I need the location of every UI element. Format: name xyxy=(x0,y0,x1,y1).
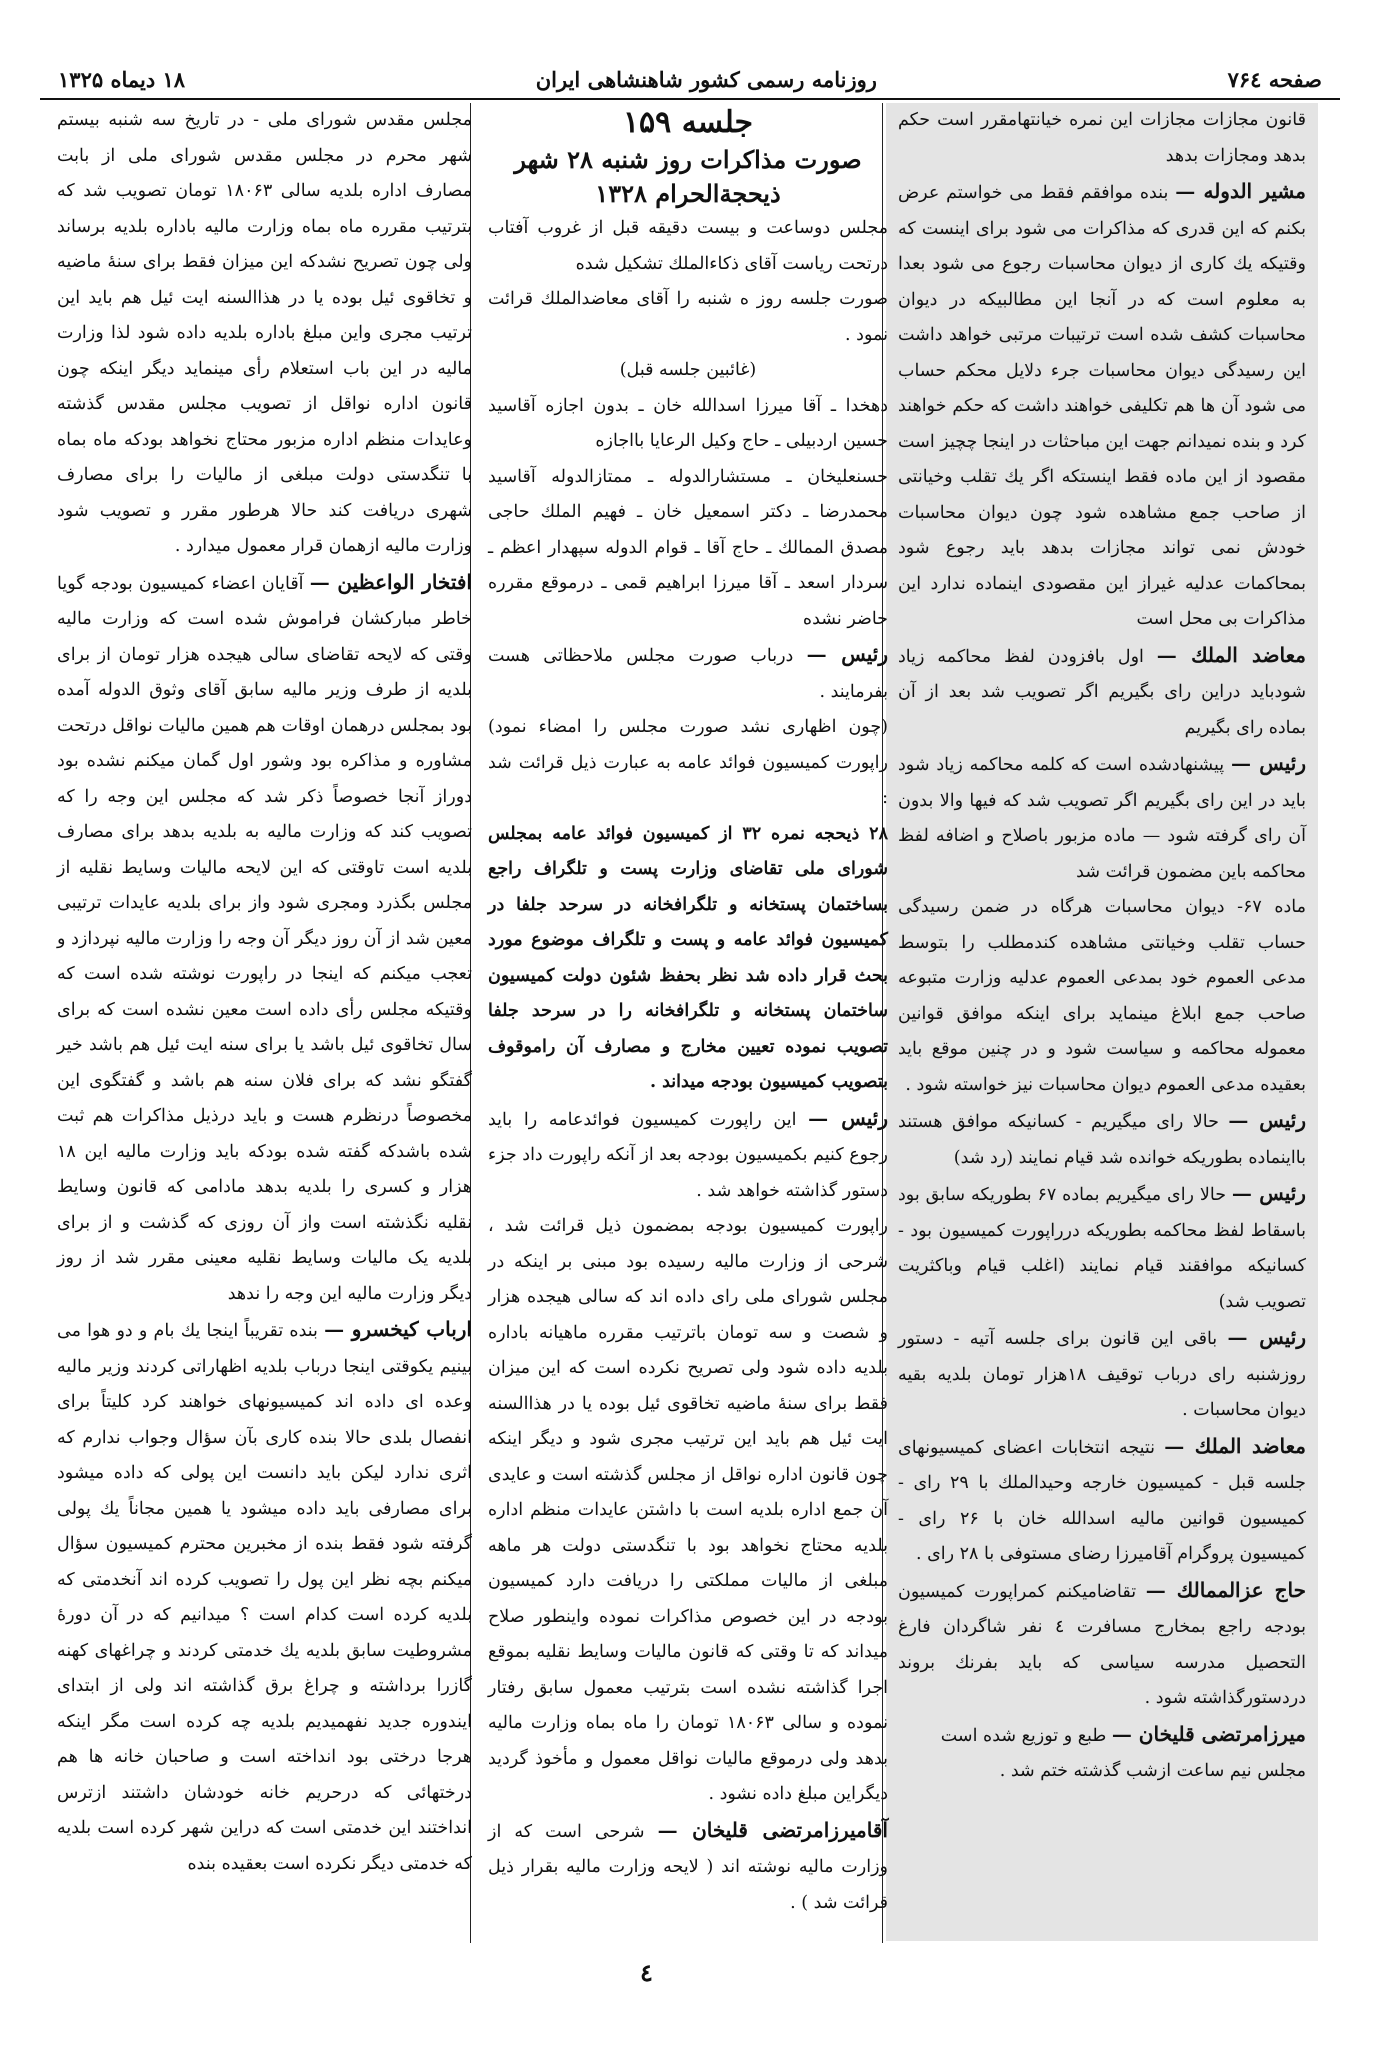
paragraph: اول بافزودن لفظ محاکمه زیاد شودباید دراین رای بگیریم اگر تصویب شد بعد از آن بماده رای بگیریم xyxy=(898,646,1306,738)
column-left xyxy=(45,103,484,1941)
column-middle xyxy=(478,103,898,1941)
speaker-name: رئیس — xyxy=(1231,1181,1306,1205)
page-header xyxy=(40,62,1340,96)
paragraph: مجلس نیم ساعت ازشب گذشته ختم شد . xyxy=(999,1761,1306,1781)
session-subheading: صورت مذاکرات روز شنبه ۲۸ شهر xyxy=(514,145,862,174)
session-subheading: ذیحجةالحرام ۱۳۲۸ xyxy=(595,179,781,208)
paragraph: (چون اظهاری نشد صورت مجلس را امضاء نمود) راپورت کمیسیون فوائد عامه به عبارت ذیل قرائت شد : xyxy=(488,717,888,808)
speaker-name: افتخار الواعظین — xyxy=(309,569,472,594)
paragraph: طبع و توزیع شده است xyxy=(940,1725,1107,1746)
page-number: ٤ xyxy=(640,1958,653,1987)
header-rule xyxy=(40,98,1340,100)
speaker-name: حاج عزالممالك — xyxy=(1145,1577,1306,1602)
paragraph: حالا رای میگیریم بماده ۶۷ بطوریکه سابق بود باسقاط لفظ محاکمه بطوریکه درراپورت کمیسیون بود - کسانیکه موافقند قیام نمایند (اغلب قیام وباکثریت تصویب شد) xyxy=(898,1185,1306,1312)
absentees-heading: (غائبین جلسه قبل) xyxy=(619,360,757,380)
speaker-name: مشیر الدوله — xyxy=(1175,179,1306,203)
header-title: روزنامه رسمی کشور شاهنشاهی ایران xyxy=(535,66,877,92)
speaker-name: ارباب کیخسرو — xyxy=(324,1317,472,1341)
speaker-name: رئیس — xyxy=(1230,751,1306,775)
paragraph: تقاضامیکنم کمراپورت کمیسیون بودجه راجع بمخارج مسافرت ٤ نفر شاگردان فارغ التحصیل مدرسه سیاسی که باید بفرنك بروند دردستورگذاشته شود . xyxy=(898,1581,1306,1708)
paragraph: مجلس دوساعت و بیست دقیقه قبل از غروب آفتاب درتحت ریاست آقای ذکاءالملك تشکیل شده xyxy=(488,218,888,274)
speaker-name: رئیس — xyxy=(1227,1325,1306,1349)
paragraph: مجلس مقدس شورای ملی - در تاریخ سه شنبه بیستم شهر محرم در مجلس مقدس شورای ملی از بابت مصارف اداره بلدیه سالی ۱۸۰۶۳ تومان تصویب شد که بترتیب مقرره ماه بماه وزارت مالیه باداره بلدیه برساند ولی چون تصریح نشدکه این میزان فقط برای سنهٔ ماضیه و تخاقوی ئیل بوده یا در هذاالسنه ایت ئیل هم باید این ترتیب مجری واین مبلغ باداره بلدیه داده شود لذا وزارت مالیه در این باب استعلام رأی مینماید دیگر اینکه چون قانون اداره نواقل از تصویب مجلس مقدس گذشته وعایدات منظم اداره مزبور محتاج نخواهد بودکه ماه بماه با تنگدستی دولت مبلغی از مالیات را برای مصارف شهری دریافت کند حالا هرطور مقرر و تصویب شود وزارت مالیه ازهمان قرار معمول میدارد . xyxy=(57,110,472,556)
speaker-name: معاضد الملك — xyxy=(1156,642,1306,667)
paragraph: شرحی است که از وزارت مالیه نوشته اند ( لایحه وزارت مالیه بقرار ذیل قرائت شد ) . xyxy=(488,1821,888,1913)
header-page-number: صفحه ۷۶٤ xyxy=(1227,66,1322,92)
speaker-name: میرزامرتضی قلیخان — xyxy=(1111,1721,1306,1746)
paragraph: قانون مجازات مجازات این نمره خیانتهامقرر است حکم بدهد ومجازات بدهد xyxy=(898,110,1306,166)
paragraph: بنده موافقم فقط می خواستم عرض بکنم که این قدری که مذاکرات می شود برای اینست که وقتیکه یك کاری از دیوان محاسبات رجوع می شود بعدا به معلوم است که در آنجا این مطالبیکه در دیوان محاسبات کشف شده است ترتیبات مرتبی خواهد داشت این رسیدگی دیوان محاسبات جرء دلایل محکم حساب می شود آن ها هم تکلیفی خواهند داشت که حکم خواهند کرد و بنده نمیدانم جهت این مباحثات در اینجا چچیز است مقصود از این ماده فقط اینستکه اگر یك تقلب وخیانتی از صاحب جمع مشاهده شود چون دیوان محاسبات خودش نمی تواند مجازات بدهد باید رجوع شود بمحاکمات عدلیه غیراز این مقصودی اینماده ندارد این مذاکرات بی محل است xyxy=(898,183,1306,629)
paragraph: حسنعلیخان ـ مستشارالدوله ـ ممتازالدوله آقاسید محمدرضا ـ دکتر اسمعیل خان ـ فهیم الملك حاجی مصدق الممالك ـ حاج آقا ـ قوام الدوله سپهدار اعظم ـ سردار اسعد ـ آقا میرزا ابراهیم قمی ـ درموقع مقرره حاضر نشده xyxy=(488,466,888,629)
paragraph: نتیجه انتخابات اعضای کمیسیونهای جلسه قبل - کمیسیون خارجه وحیدالملك با ۲۹ رای - کمیسیون قوانین مالیه اسدالله خان با ۲۶ رای - کمیسیون پروگرام آقامیرزا رضای مستوفی با ۲۸ رای . xyxy=(898,1437,1306,1564)
paragraph: باقی این قانون برای جلسه آتیه - دستور روزشنبه رای درباب توقیف ۱۸هزار تومان بلدیه بقیه دیوان محاسبات . xyxy=(898,1329,1306,1420)
speaker-name: رئیس — xyxy=(808,1105,888,1130)
speaker-name: آقامیرزامرتضی قلیخان — xyxy=(657,1817,888,1842)
speaker-name: رئیس — xyxy=(1228,1108,1306,1132)
paragraph: راپورت کمیسیون بودجه بمضمون ذیل قرائت شد ، شرحی از وزارت مالیه رسیده بود مبنی بر اینکه در مجلس شورای ملی رای داده اند که سالی هیجده هزار و شصت و سه تومان باترتیب مقرره ماهیانه باداره بلدیه داده شود ولی تصریح نکرده است که این میزان فقط برای سنهٔ ماضیه تخاقوی ئیل بوده یا در هذاالسنه ایت ئیل هم باید این ترتیب مجری شود و دیگر اینکه چون قانون اداره نواقل از مجلس گذشته است و عایدی آن جمع اداره بلدیه است با داشتن عایدات منظم اداره بلدیه محتاج نخواهد بود با تنگدستی دولت هر ماهه مبلغی از مالیات مملکتی را دریافت دارد کمیسیون بودجه در این خصوص مذاکرات نموده واینطور صلاح میداند که تا وقتی که قانون مالیات وسایط نقلیه بموقع اجرا گذاشته نشده است بترتیب معمول سابق رفتار نموده و سالی ۱۸۰۶۳ تومان را ماه بماه وزارت مالیه بدهد ولی درموقع مالیات نواقل معمول و مأخوذ گردید دیگراین مبلغ داده نشود . xyxy=(488,1216,888,1804)
paragraph: بنده تقریباً اینجا یك بام و دو هوا می بینیم یکوقتی اینجا درباب بلدیه اظهاراتی کردند وزیر مالیه وعده ای داده اند کمیسیونهای خواهند کرد کلیتاً برای انفصال بلدی حالا بنده کاری بآن سؤال وجواب ندارم که اثری ندارد لیکن باید دانست این پولی که داده میشود برای مصارفی باید داده میشود یا همین مجاناً یك پولی گرفته شود فقط بنده از مخبرین محترم کمیسیون سؤال میکنم بچه نظر این پول را تصویب کرده اند آنخدمتی که بلدیه کرده است کدام است ؟ میدانیم که در آن دورهٔ مشروطیت سابق بلدیه یك خدمتی کردند و چراغهای کهنه گازرا برداشته و چراغ برق گذاشته اند ولی از ابتدای ایندوره جدید نفهمیدیم بلدیه چه کرده است مگر اینکه هرجا درختی بود انداخته است و صاحبان خانه ها هم درختهائی که درحریم خانه خودشان داشتند ازترس انداختند این خدمتی است که دراین شهر کرده است بلدیه که خدمتی دیگر نکرده است بعقیده بنده xyxy=(57,1321,472,1874)
paragraph: ماده ۶۷- دیوان محاسبات هرگاه در ضمن رسیدگی حساب تقلب وخیانتی مشاهده کندمطلب را بتوسط مدعی العموم خود بمدعی العموم عدلیه وزارت متبوعه صاحب جمع ابلاغ مینماید برای اینکه موافق قوانین معموله محاکمه و سیاست شود و در چنین موقع باید بعقیده مدعی العموم دیوان محاسبات نیز خواسته شود . xyxy=(898,897,1307,1095)
paragraph: صورت جلسه روز ه شنبه را آقای معاضدالملك قرائت نمود . xyxy=(488,289,888,345)
header-date: ۱۸ دیماه ۱۳۲۵ xyxy=(58,66,186,92)
session-heading: جلسه ۱۵۹ xyxy=(622,105,754,140)
paragraph: دهخدا ـ آقا میرزا اسدالله خان ـ بدون اجازه آقاسید حسین اردبیلی ـ حاج وکیل الرعایا بااجازه xyxy=(488,395,888,451)
speaker-name: معاضد الملك — xyxy=(1164,1433,1306,1458)
paragraph: پیشنهادشده است که کلمه محاکمه زیاد شود باید در این رای بگیریم اگر تصویب شد که فیها والا بدون آن رای گرفته شود — ماده مزبور باصلاح و اضافه لفظ محاکمه باین مضمون قرائت شد xyxy=(898,755,1306,882)
paragraph: حالا رای میگیریم - کسانیکه موافق هستند بااینماده بطوریکه خوانده شد قیام نمایند (رد شد) xyxy=(898,1112,1306,1168)
speaker-name: رئیس — xyxy=(806,642,888,666)
paragraph: این راپورت کمیسیون فوائدعامه را باید رجوع کنیم بکمیسیون بودجه بعد از آنکه راپورت داد جزء دستور گذاشته خواهد شد . xyxy=(488,1109,888,1201)
paragraph: آقایان اعضاء کمیسیون بودجه گویا خاطر مبارکشان فراموش شده است که وزارت مالیه وقتی که لایحه تقاضای سالی هیجده هزار تومان از برای بلدیه از طرف وزیر مالیه سابق آقای وثوق الدوله آمده بود بمجلس درهمان اوقات هم همین مالیات نواقل درتحت مشاوره و مذاکره بود وشور اول گمان میکنم نشده بود دوراز آنجا خصوصاً ذکر شد که مجلس این وجه را که تصویب کند که وزارت مالیه به بلدیه بدهد برای مصارف بلدیه است تاوقتی که این لایحه مالیات وسایط نقلیه از مجلس بگذرد ومجری شود واز برای بلدیه عایدات ترتیبی معین شد از آن روز دیگر آن وجه را وزارت مالیه نپردازد و تعجب میکنم که اینجا در راپورت نوشته شده است که وقتیکه مجلس رأی داده است معین نشده است که برای سال تخاقوی ئیل باشد یا برای سنه ایت ئیل هم باشد خیر گفتگو نشد که برای فلان سنه هم باشد و گفتگوی این مخصوصاً درنظرم هست و باید درذیل مذاکرات هم ثبت شده باشدکه گفته شده بودکه باید وزارت مالیه این ۱۸ هزار و کسری را بلدیه بدهد مادامی که قانون وسایط نقلیه نگذشته است واز آن روزی که گذشت و از برای بلدیه یک مالیات وسایط نقلیه معینی مقرر شد از روز دیگر وزارت مالیه این وجه را ندهد xyxy=(57,573,472,1304)
column-right xyxy=(886,103,1318,1941)
paragraph: درباب صورت مجلس ملاحظاتی هست بفرمایند . xyxy=(488,646,888,702)
paragraph: ۲۸ ذیحجه نمره ۳۲ از کمیسیون فوائد عامه بمجلس شورای ملی تقاضای وزارت پست و تلگراف راجع بساختمان پستخانه و تلگرافخانه در سرحد جلفا در کمیسیون فوائد عامه و پست و تلگراف موضوع مورد بحث قرار داده شد نظر بحفظ شئون دولت کمیسیون ساختمان پستخانه و تلگرافخانه را در سرحد جلفا تصویب نموده تعیین مخارج و مصارف آن راموقوف بتصویب کمیسیون بودجه میداند . xyxy=(488,823,888,1092)
